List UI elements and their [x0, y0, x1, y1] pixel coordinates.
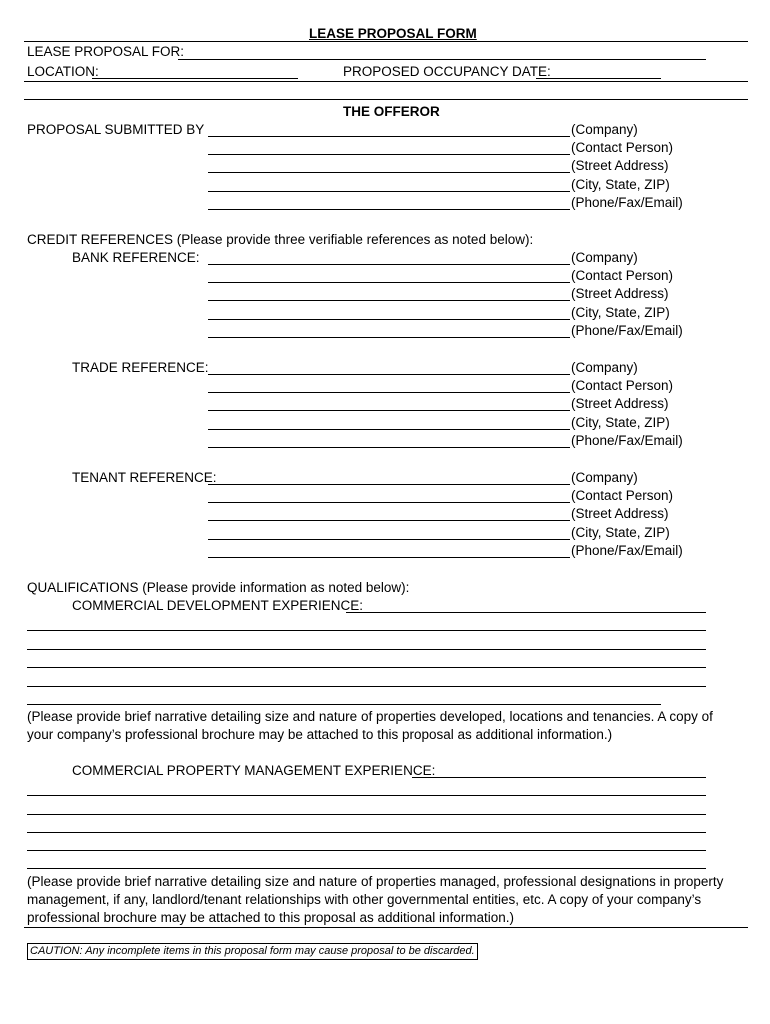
development-experience-line[interactable]	[27, 704, 661, 705]
tenant-company-field[interactable]	[208, 484, 570, 485]
offeror-contact-label: (Contact Person)	[571, 140, 674, 155]
development-note: (Please provide brief narrative detailing size and nature of properties developed, locations and tenancies. A copy of your company’s professional brochure may be attached to this proposal as additional information.)	[27, 709, 713, 742]
trade-reference-label: TRADE REFERENCE:	[72, 360, 209, 375]
trade-street-label: (Street Address)	[571, 396, 669, 411]
offeror-street-label: (Street Address)	[571, 158, 669, 173]
management-note: (Please provide brief narrative detailing size and nature of properties managed, professional designations in property management, if any, landlord/tenant relationships with other governmental entities, etc. A copy of your company’s professional brochure may be attached to this proposal as additional information.)	[27, 874, 724, 925]
development-experience-line[interactable]	[27, 686, 706, 687]
form-title: LEASE PROPOSAL FORM	[309, 26, 477, 41]
development-experience-field[interactable]	[346, 612, 706, 613]
submitted-by-label: PROPOSAL SUBMITTED BY	[27, 122, 205, 137]
bank-phone-field[interactable]	[208, 337, 570, 338]
offeror-street-field[interactable]	[208, 172, 570, 173]
management-experience-line[interactable]	[27, 868, 706, 869]
tenant-street-label: (Street Address)	[571, 506, 669, 521]
tenant-street-field[interactable]	[208, 520, 570, 521]
qualifications-intro: QUALIFICATIONS (Please provide information as noted below):	[27, 580, 410, 595]
lease-proposal-for-label: LEASE PROPOSAL FOR:	[27, 44, 185, 59]
trade-phone-label: (Phone/Fax/Email)	[571, 433, 683, 448]
offeror-phone-field[interactable]	[208, 209, 570, 210]
divider	[24, 99, 748, 100]
management-experience-line[interactable]	[27, 814, 706, 815]
tenant-contact-label: (Contact Person)	[571, 488, 674, 503]
development-experience-line[interactable]	[27, 667, 706, 668]
trade-contact-field[interactable]	[208, 392, 570, 393]
offeror-phone-label: (Phone/Fax/Email)	[571, 195, 683, 210]
bank-contact-field[interactable]	[208, 282, 570, 283]
bank-phone-label: (Phone/Fax/Email)	[571, 323, 683, 338]
credit-intro: CREDIT REFERENCES (Please provide three verifiable references as noted below):	[27, 232, 534, 247]
management-experience-line[interactable]	[27, 850, 706, 851]
tenant-phone-field[interactable]	[208, 557, 570, 558]
occupancy-date-label: PROPOSED OCCUPANCY DATE:	[343, 64, 551, 79]
bank-company-label: (Company)	[571, 250, 638, 265]
trade-company-field[interactable]	[208, 374, 570, 375]
development-experience-line[interactable]	[27, 630, 706, 631]
trade-company-label: (Company)	[571, 360, 638, 375]
occupancy-date-field[interactable]	[536, 78, 661, 79]
management-experience-line[interactable]	[27, 832, 706, 833]
trade-city-label: (City, State, ZIP)	[571, 415, 670, 430]
location-field[interactable]	[92, 78, 298, 79]
bank-company-field[interactable]	[208, 264, 570, 265]
bank-city-label: (City, State, ZIP)	[571, 305, 670, 320]
offeror-city-label: (City, State, ZIP)	[571, 177, 670, 192]
offeror-company-field[interactable]	[208, 136, 570, 137]
divider	[24, 927, 748, 928]
tenant-reference-label: TENANT REFERENCE:	[72, 470, 217, 485]
offeror-heading: THE OFFEROR	[343, 104, 440, 119]
divider	[24, 81, 748, 82]
caution-note: CAUTION: Any incomplete items in this proposal form may cause proposal to be discarded.	[27, 943, 478, 960]
development-experience-label: COMMERCIAL DEVELOPMENT EXPERIENCE:	[72, 598, 364, 613]
bank-street-label: (Street Address)	[571, 286, 669, 301]
location-label: LOCATION:	[27, 64, 99, 79]
divider	[24, 41, 748, 42]
bank-city-field[interactable]	[208, 319, 570, 320]
management-experience-label: COMMERCIAL PROPERTY MANAGEMENT EXPERIENCE:	[72, 763, 436, 778]
offeror-company-label: (Company)	[571, 122, 638, 137]
bank-street-field[interactable]	[208, 300, 570, 301]
offeror-city-field[interactable]	[208, 191, 570, 192]
tenant-contact-field[interactable]	[208, 502, 570, 503]
bank-contact-label: (Contact Person)	[571, 268, 674, 283]
tenant-company-label: (Company)	[571, 470, 638, 485]
bank-reference-label: BANK REFERENCE:	[72, 250, 200, 265]
tenant-city-field[interactable]	[208, 539, 570, 540]
lease-proposal-for-field[interactable]	[178, 59, 706, 60]
management-experience-line[interactable]	[27, 795, 706, 796]
tenant-phone-label: (Phone/Fax/Email)	[571, 543, 683, 558]
tenant-city-label: (City, State, ZIP)	[571, 525, 670, 540]
management-experience-field[interactable]	[412, 777, 706, 778]
offeror-contact-field[interactable]	[208, 154, 570, 155]
development-experience-line[interactable]	[27, 649, 706, 650]
trade-phone-field[interactable]	[208, 447, 570, 448]
trade-contact-label: (Contact Person)	[571, 378, 674, 393]
trade-street-field[interactable]	[208, 410, 570, 411]
trade-city-field[interactable]	[208, 429, 570, 430]
